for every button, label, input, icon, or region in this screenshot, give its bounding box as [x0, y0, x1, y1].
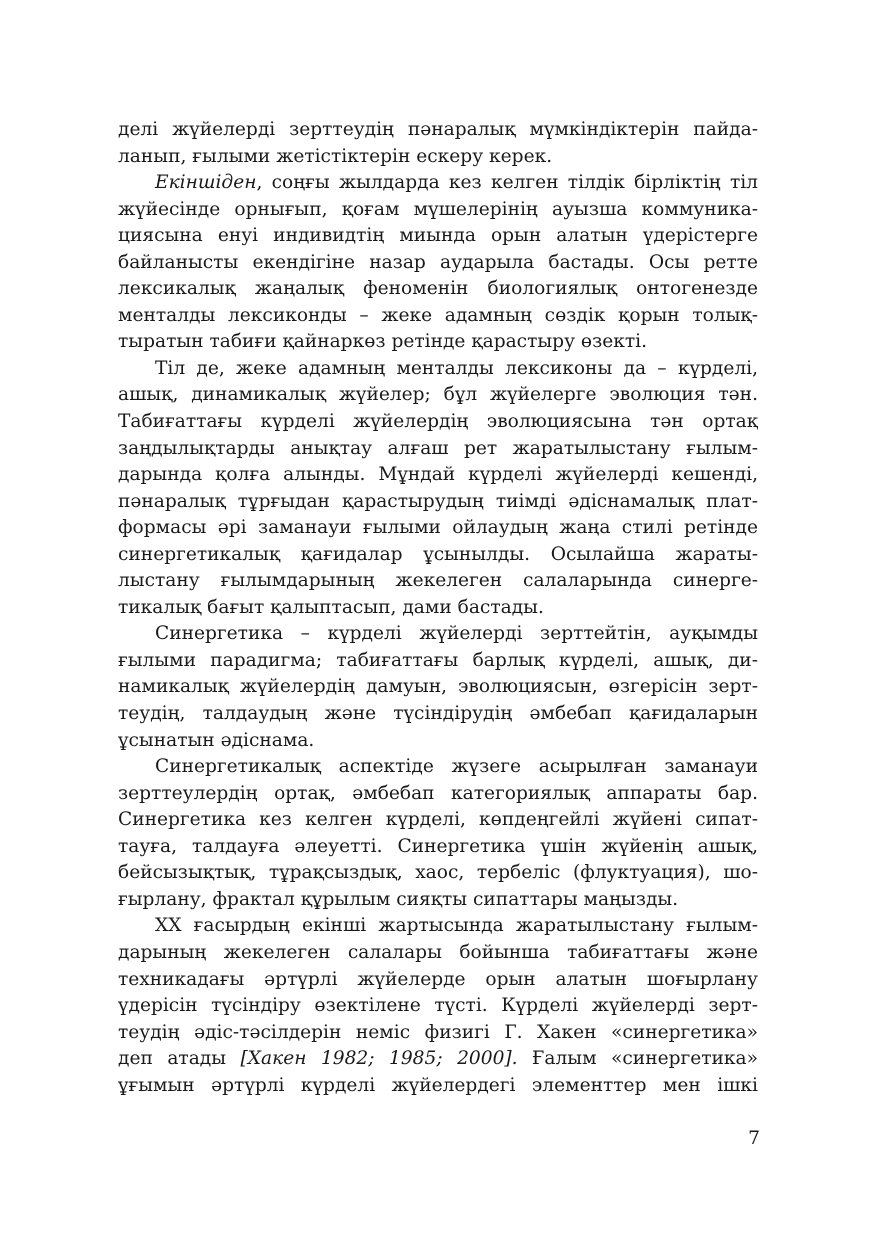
text-line — [118, 754, 758, 781]
text-line — [118, 250, 758, 277]
text-line — [118, 117, 758, 144]
paragraph — [118, 754, 758, 913]
text-line — [118, 674, 758, 701]
paragraph — [118, 621, 758, 754]
text-segment: циясына енуі индивидтің миында орын алатын үдерістерге — [118, 225, 758, 247]
text-line — [118, 913, 758, 940]
text-segment: Тіл де, жеке адамның менталды лексиконы да – күрделі, — [155, 357, 758, 379]
text-segment: техникадағы әртүрлі жүйелерде орын алатын шоғырлану — [118, 968, 758, 990]
text-segment: дарының жекелеген салалары бойынша табиғаттағы және — [118, 941, 758, 963]
text-line — [118, 834, 758, 861]
text-line — [118, 967, 758, 994]
text-segment: синергетикалық қағидалар ұсынылды. Осылайша жараты- — [118, 543, 758, 565]
text-segment: тикалық бағыт қалыптасып, дами бастады. — [118, 596, 544, 618]
text-segment: байланысты екендігіне назар аударыла бастады. Осы ретте — [118, 251, 758, 273]
text-line — [118, 940, 758, 967]
text-segment: теудің әдіс-тәсілдерін неміс физигі Г. Хакен «синергетика» — [118, 1021, 758, 1043]
text-segment: ланып, ғылыми жетістіктерін ескеру керек. — [118, 145, 553, 167]
text-segment: ғырлану, фрактал құрылым сияқты сипаттары маңызды. — [118, 888, 679, 910]
text-segment: ұғымын әртүрлі күрделі жүйелердегі элементтер мен ішкі — [118, 1074, 758, 1096]
text-line — [118, 144, 758, 171]
text-segment: Синергетика кез келген күрделі, көпдеңгейлі жүйені сипат- — [118, 809, 758, 831]
text-line — [118, 409, 758, 436]
paragraph — [118, 913, 758, 1099]
paragraph — [118, 117, 758, 170]
text-line — [118, 489, 758, 516]
text-segment: XX ғасырдың екінші жартысында жаратылыстану ғылым- — [155, 915, 758, 937]
text-segment: дарында қолға алынды. Мұндай күрделі жүйелерді кешенді, — [118, 464, 758, 486]
italic-text: Екіншіден — [155, 172, 257, 194]
text-segment: менталды лексиконды – жеке адамның сөздік қорын толық- — [118, 304, 758, 326]
text-segment: Синергетика – күрделі жүйелерді зерттейтін, ауқымды — [155, 623, 758, 645]
text-line — [118, 329, 758, 356]
text-segment: формасы әрі заманауи ғылыми ойлаудың жаңа стилі ретінде — [118, 517, 758, 539]
text-line — [118, 728, 758, 755]
text-segment: намикалық жүйелердің дамуын, эволюциясын, өзгерісін зерт- — [118, 676, 758, 698]
text-line — [118, 1073, 758, 1100]
text-segment: , соңғы жылдарда кез келген тілдік бірліктің тіл — [256, 172, 758, 194]
text-line — [118, 1020, 758, 1047]
text-line — [118, 170, 758, 197]
text-line — [118, 860, 758, 887]
text-segment: лексикалық жаңалық феноменін биологиялық онтогенезде — [118, 278, 758, 300]
text-segment: заңдылықтарды анықтау алғаш рет жаратылыстану ғылым- — [118, 437, 758, 459]
text-segment: бейсызықтық, тұрақсыздық, хаос, тербеліс (флуктуация), шо- — [118, 862, 758, 884]
text-line — [118, 303, 758, 330]
text-segment: лыстану ғылымдарының жекелеген салаларында синерге- — [118, 570, 758, 592]
text-line — [118, 436, 758, 463]
text-line — [118, 223, 758, 250]
italic-text: [Хакен 1982; 1985; 2000]. — [240, 1048, 518, 1070]
text-segment: тауға, талдауға әлеуетті. Синергетика үшін жүйенің ашық, — [118, 835, 758, 857]
text-segment: пәнаралық тұрғыдан қарастырудың тиімді әдіснамалық плат- — [118, 490, 758, 512]
text-segment: Синергетикалық аспектіде жүзеге асырылған заманауи — [155, 756, 758, 778]
text-line — [118, 701, 758, 728]
text-segment: Ғалым «синергетика» — [517, 1048, 758, 1070]
text-line — [118, 462, 758, 489]
text-line — [118, 356, 758, 383]
text-line — [118, 515, 758, 542]
text-line — [118, 197, 758, 224]
text-line — [118, 382, 758, 409]
text-line — [118, 887, 758, 914]
paragraph — [118, 356, 758, 621]
text-segment: тыратын табиғи қайнаркөз ретінде қарастыру өзекті. — [118, 331, 648, 353]
text-segment: ашық, динамикалық жүйелер; бұл жүйелерге эволюция тән. — [118, 384, 758, 406]
text-line — [118, 276, 758, 303]
text-line — [118, 621, 758, 648]
text-segment: ұсынатын әдіснама. — [118, 729, 315, 751]
text-segment: жүйесінде орнығып, қоғам мүшелерінің ауызша коммуника- — [118, 198, 758, 220]
text-line — [118, 993, 758, 1020]
text-segment: зерттеулердің ортақ, әмбебап категориялық аппараты бар. — [118, 782, 758, 804]
paragraph — [118, 170, 758, 356]
text-segment: үдерісін түсіндіру өзектілене түсті. Күрделі жүйелерді зерт- — [118, 995, 758, 1017]
text-line — [118, 781, 758, 808]
page-number: 7 — [748, 1128, 760, 1149]
text-segment: делі жүйелерді зерттеудің пәнаралық мүмкіндіктерін пайда- — [118, 119, 758, 140]
text-segment: теудің, талдаудың және түсіндірудің әмбебап қағидаларын — [118, 703, 758, 725]
text-line — [118, 595, 758, 622]
body-text — [118, 117, 758, 1099]
text-line — [118, 807, 758, 834]
text-line — [118, 568, 758, 595]
text-segment: Табиғаттағы күрделі жүйелердің эволюциясына тән ортақ — [118, 411, 758, 433]
text-segment: ғылыми парадигма; табиғаттағы барлық күрделі, ашық, ди- — [118, 649, 758, 671]
text-line — [118, 648, 758, 675]
text-segment: деп атады — [118, 1048, 241, 1070]
text-line — [118, 1046, 758, 1073]
text-line — [118, 542, 758, 569]
